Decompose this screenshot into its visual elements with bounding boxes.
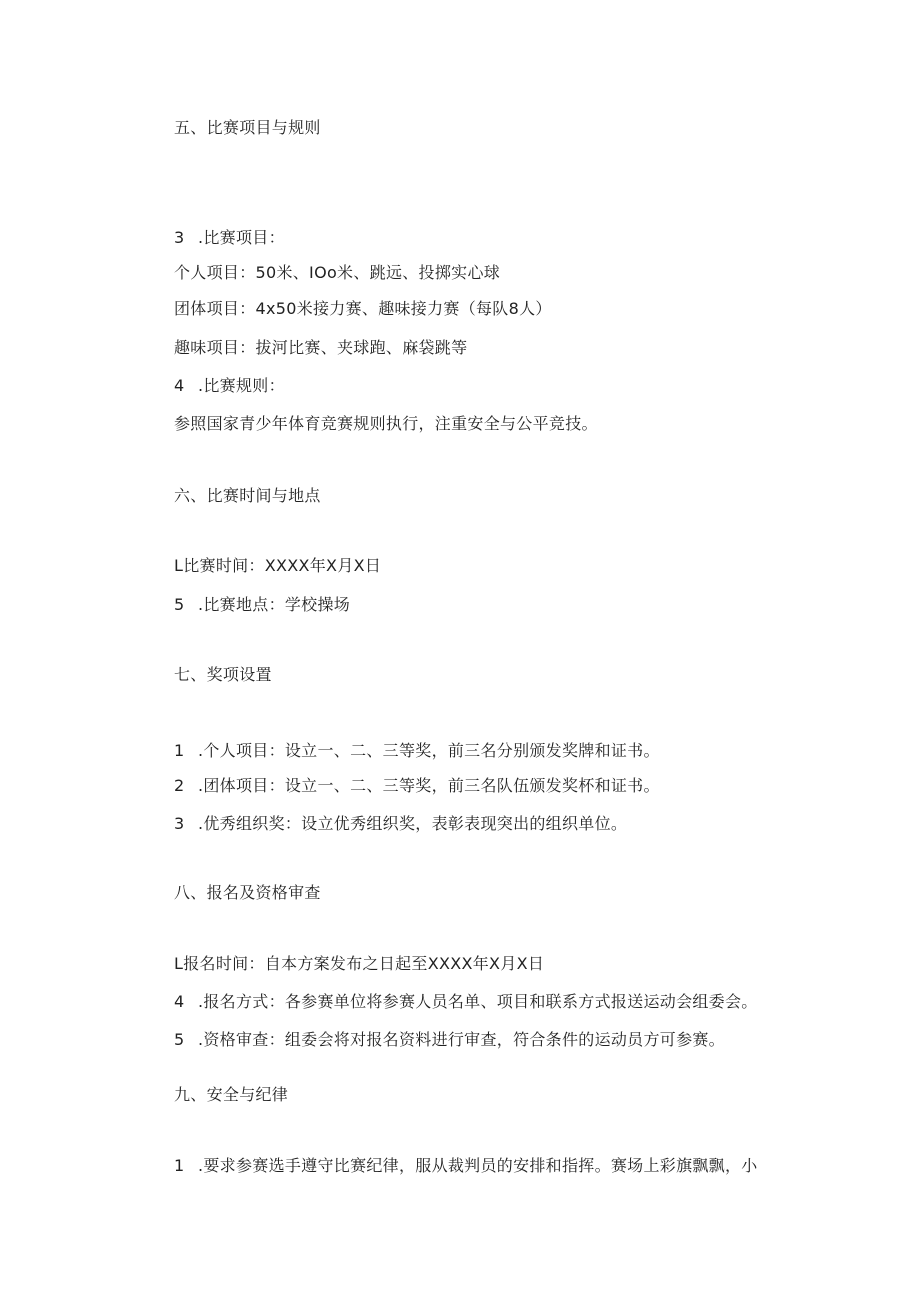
numbered-item [174, 741, 660, 761]
section-heading-9: 九、安全与纪律 [174, 1085, 289, 1104]
item-text: .报名方式：各参赛单位将参赛人员名单、项目和联系方式报送运动会组委会。 [198, 992, 758, 1011]
numbered-item [174, 776, 660, 796]
numbered-item [174, 992, 758, 1012]
paragraph-individual-events: 个人项目：50米、IOo米、跳远、投掷实心球 [174, 263, 501, 282]
paragraph-rules: 参照国家青少年体育竞赛规则执行，注重安全与公平竞技。 [174, 414, 598, 433]
numbered-item [174, 814, 627, 834]
item-number: 4 [174, 992, 185, 1011]
numbered-item [174, 595, 350, 615]
paragraph-fun-events: 趣味项目：拔河比赛、夹球跑、麻袋跳等 [174, 338, 468, 357]
item-text: .比赛规则： [198, 376, 285, 395]
item-text: .比赛地点：学校操场 [198, 595, 351, 614]
paragraph-team-events: 团体项目：4x50米接力赛、趣味接力赛（每队8人） [174, 299, 552, 318]
item-text: .优秀组织奖：设立优秀组织奖，表彰表现突出的组织单位。 [198, 814, 628, 833]
numbered-item [174, 376, 285, 396]
paragraph-time: L比赛时间：XXXX年X月X日 [174, 556, 382, 575]
numbered-item [174, 228, 285, 248]
numbered-item [174, 1156, 758, 1176]
numbered-item [174, 1030, 725, 1050]
item-number: 4 [174, 376, 185, 395]
item-number: 1 [174, 1156, 185, 1175]
item-text: .要求参赛选手遵守比赛纪律，服从裁判员的安排和指挥。赛场上彩旗飘飘，小 [198, 1156, 758, 1175]
item-text: .团体项目：设立一、二、三等奖，前三名队伍颁发奖杯和证书。 [198, 776, 660, 795]
item-number: 5 [174, 1030, 185, 1049]
item-number: 5 [174, 595, 185, 614]
item-number: 3 [174, 228, 185, 247]
item-text: .比赛项目： [198, 228, 285, 247]
item-number: 3 [174, 814, 185, 833]
paragraph-registration-time: L报名时间：自本方案发布之日起至XXXX年X月X日 [174, 954, 545, 973]
item-number: 2 [174, 776, 185, 795]
item-number: 1 [174, 741, 185, 760]
section-heading-6: 六、比赛时间与地点 [174, 486, 321, 505]
item-text: .个人项目：设立一、二、三等奖，前三名分别颁发奖牌和证书。 [198, 741, 660, 760]
section-heading-7: 七、奖项设置 [174, 665, 272, 684]
section-heading-5: 五、比赛项目与规则 [174, 118, 321, 137]
section-heading-8: 八、报名及资格审查 [174, 883, 321, 902]
item-text: .资格审查：组委会将对报名资料进行审查，符合条件的运动员方可参赛。 [198, 1030, 725, 1049]
